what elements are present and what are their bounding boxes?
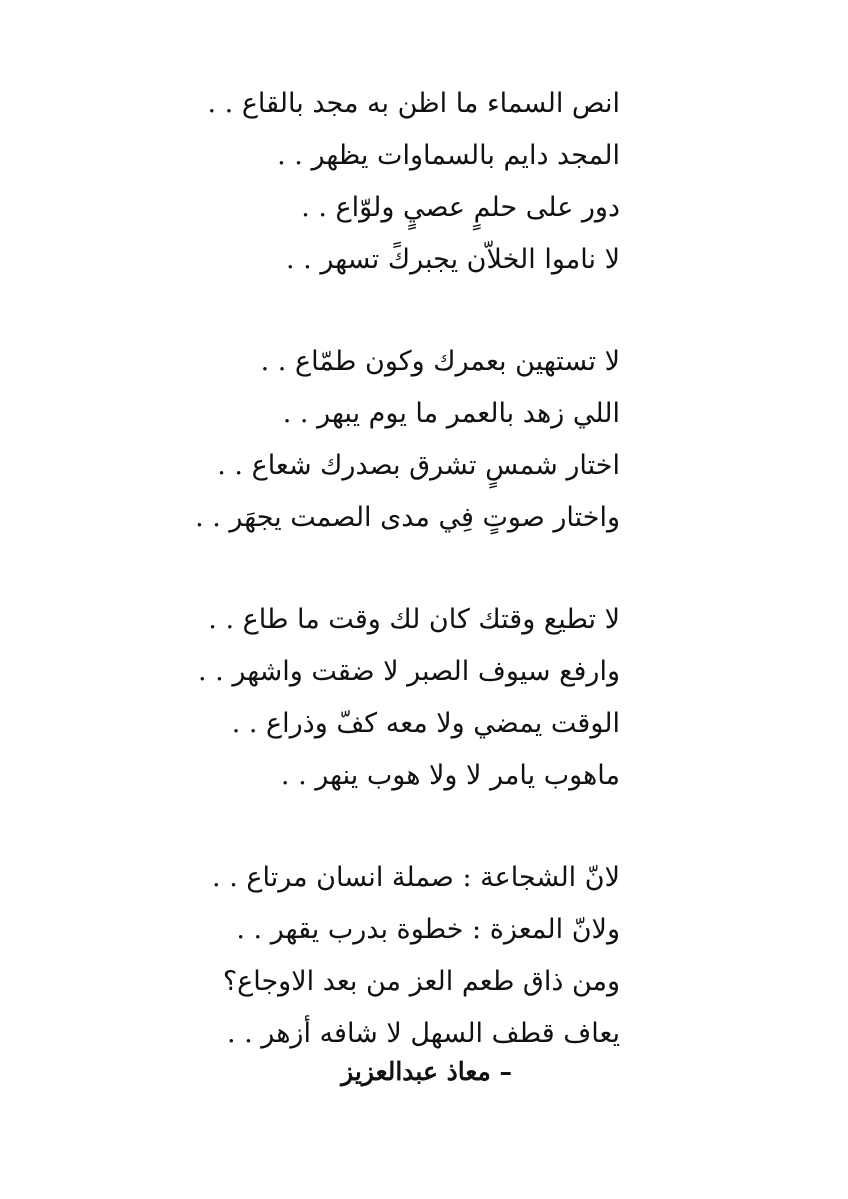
poem-line: لا ناموا الخلاّن يجبركً تسهر . .: [286, 244, 620, 275]
poem-line: ولانّ المعزة : خطوة بدرب يقهر . .: [236, 914, 620, 945]
poem-line: واختار صوتٍ فِي مدى الصمت يجهَر . .: [195, 502, 620, 533]
poem-line: دور على حلمٍ عصيٍ ولوّاع . .: [301, 192, 620, 223]
stanza-1: [160, 78, 620, 286]
poem-line: اللي زهد بالعمر ما يوم يبهر . .: [282, 398, 620, 429]
poem-body: [160, 78, 620, 1060]
poem-line: لا تطيع وقتك كان لك وقت ما طاع . .: [208, 604, 620, 635]
stanza-3: [160, 594, 620, 802]
author-signature: – معاذ عبدالعزيز: [341, 1057, 512, 1086]
poem-line: يعاف قطف السهل لا شافه أزهر . .: [226, 1018, 620, 1049]
poem-line: ومن ذاق طعم العز من بعد الاوجاع؟: [222, 966, 620, 997]
poem-line: لا تستهين بعمرك وكون طمّاع . .: [260, 346, 620, 377]
poem-line: ماهوب يامر لا ولا هوب ينهر . .: [280, 760, 620, 791]
poem-line: انص السماء ما اظن به مجد بالقاع . .: [207, 88, 620, 119]
poem-line: اختار شمسٍ تشرق بصدرك شعاع . .: [217, 450, 620, 481]
poem-line: المجد دايم بالسماوات يظهر . .: [277, 140, 620, 171]
poem-line: لانّ الشجاعة : صملة انسان مرتاع . .: [212, 862, 620, 893]
stanza-2: [160, 336, 620, 544]
poem-line: وارفع سيوف الصبر لا ضقت واشهر . .: [198, 656, 620, 687]
stanza-4: [160, 852, 620, 1060]
poem-line: الوقت يمضي ولا معه كفّ وذراع . .: [231, 708, 620, 739]
